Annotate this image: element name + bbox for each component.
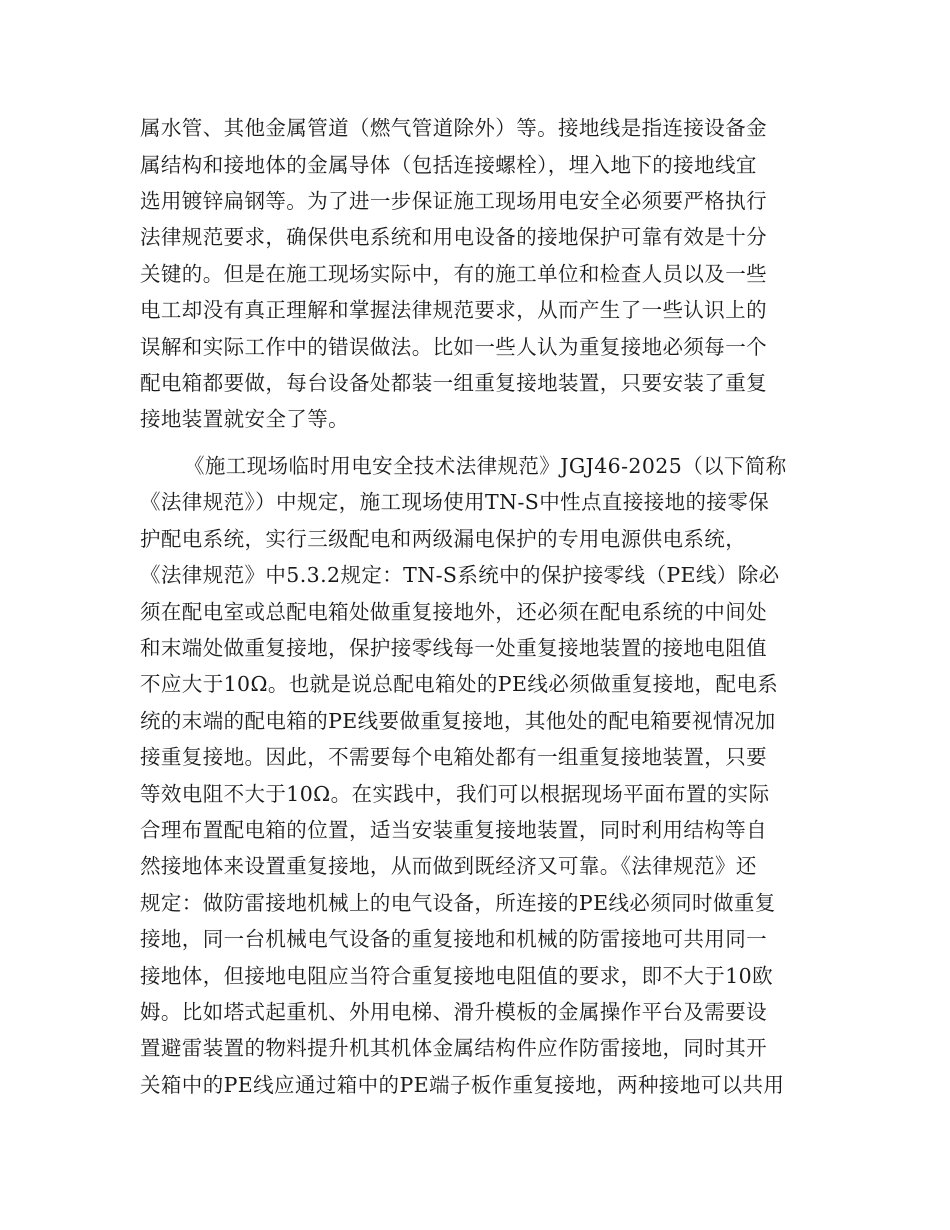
paragraph-2-line: 须在配电室或总配电箱处做重复接地外，还必须在配电系统的中间处	[140, 600, 767, 624]
paragraph-2-line: 接重复接地。因此，不需要每个电箱处都有一组重复接地装置，只要	[140, 745, 767, 769]
paragraph-2-line: 和末端处做重复接地，保护接零线每一处重复接地装置的接地电阻值	[140, 636, 767, 660]
paragraph-2-line: 《法律规范》）中规定，施工现场使用TN-S中性点直接接地的接零保	[140, 490, 770, 514]
paragraph-2-line: 姆。比如塔式起重机、外用电梯、滑升模板的金属操作平台及需要设	[140, 1000, 767, 1024]
paragraph-1-line: 误解和实际工作中的错误做法。比如一些人认为重复接地必须每一个	[140, 335, 767, 359]
paragraph-2-line: 等效电阻不大于10Ω。在实践中，我们可以根据现场平面布置的实际	[140, 782, 770, 806]
paragraph-1-line: 配电箱都要做，每台设备处都装一组重复接地装置，只要安装了重复	[140, 371, 767, 395]
paragraph-2-line: 护配电系统，实行三级配电和两级漏电保护的专用电源供电系统，	[140, 527, 747, 551]
paragraph-2-line: 《施工现场临时用电安全技术法律规范》JGJ46-2025（以下简称	[184, 454, 787, 478]
paragraph-1-line: 属结构和接地体的金属导体（包括连接螺栓），埋入地下的接地线宜	[140, 153, 757, 177]
paragraph-2-line: 《法律规范》中5.3.2规定：TN-S系统中的保护接零线（PE线）除必	[140, 563, 780, 587]
paragraph-2-line: 统的末端的配电箱的PE线要做重复接地，其他处的配电箱要视情况加	[140, 709, 776, 733]
paragraph-2-line: 关箱中的PE线应通过箱中的PE端子板作重复接地，两种接地可以共用	[140, 1073, 785, 1097]
paragraph-1-line: 电工却没有真正理解和掌握法律规范要求，从而产生了一些认识上的	[140, 298, 767, 322]
paragraph-1-line: 接地装置就安全了等。	[140, 407, 349, 431]
paragraph-2-line: 合理布置配电箱的位置，适当安装重复接地装置，同时利用结构等自	[140, 818, 767, 842]
paragraph-1-line: 属水管、其他金属管道（燃气管道除外）等。接地线是指连接设备金	[140, 116, 767, 140]
paragraph-1-line: 选用镀锌扁钢等。为了进一步保证施工现场用电安全必须要严格执行	[140, 189, 767, 213]
paragraph-2-line: 然接地体来设置重复接地，从而做到既经济又可靠。《法律规范》还	[140, 854, 757, 878]
paragraph-2-line: 置避雷装置的物料提升机其机体金属结构件应作防雷接地，同时其开	[140, 1036, 767, 1060]
paragraph-1-line: 法律规范要求，确保供电系统和用电设备的接地保护可靠有效是十分	[140, 225, 767, 249]
paragraph-1-line: 关键的。但是在施工现场实际中，有的施工单位和检查人员以及一些	[140, 262, 767, 286]
paragraph-2-line: 接地体，但接地电阻应当符合重复接地电阻值的要求，即不大于10欧	[140, 964, 773, 988]
paragraph-2-line: 规定：做防雷接地机械上的电气设备，所连接的PE线必须同时做重复	[140, 891, 776, 915]
paragraph-2-line: 接地，同一台机械电气设备的重复接地和机械的防雷接地可共用同一	[140, 927, 767, 951]
paragraph-2-line: 不应大于10Ω。也就是说总配电箱处的PE线必须做重复接地，配电系	[140, 672, 779, 696]
